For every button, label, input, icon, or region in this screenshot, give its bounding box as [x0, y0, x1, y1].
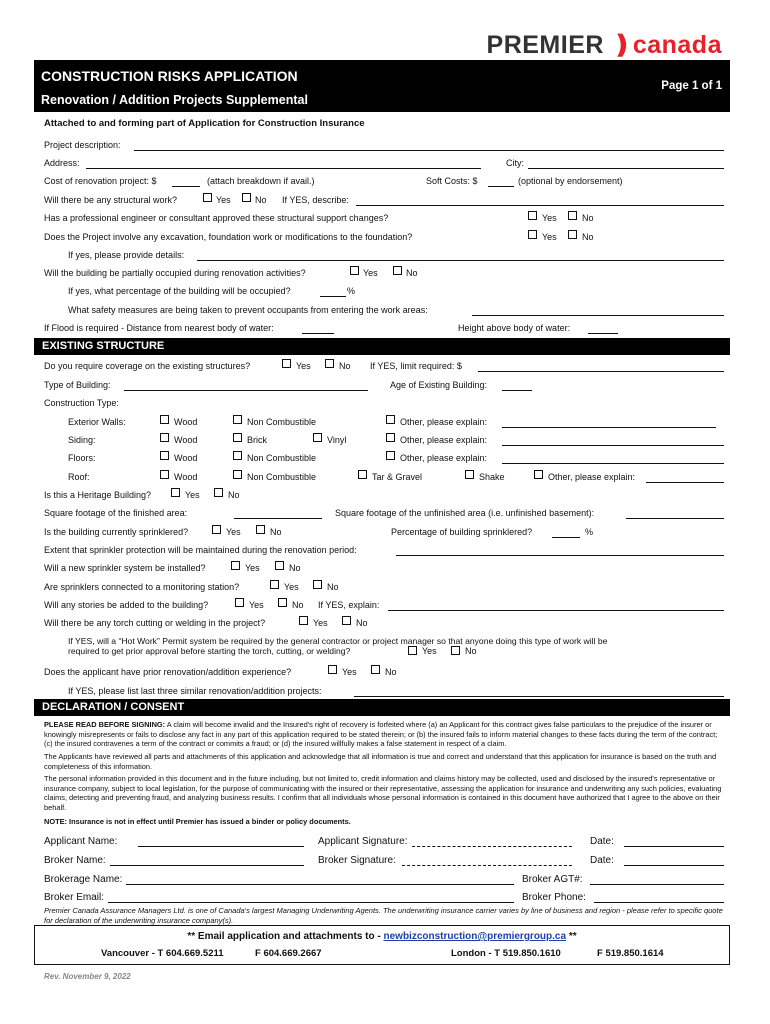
age-building-field[interactable]: [502, 390, 532, 391]
excavation-no-checkbox[interactable]: [568, 230, 577, 239]
stories-yes-checkbox[interactable]: [235, 598, 244, 607]
new-sprinkler-yes-checkbox[interactable]: [231, 561, 240, 570]
type-building-field[interactable]: [124, 390, 368, 391]
project-description-row: Project description:: [44, 137, 724, 153]
floors-other-checkbox[interactable]: [386, 451, 395, 460]
extent-field[interactable]: [396, 555, 724, 556]
revision-date: Rev. November 9, 2022: [44, 972, 131, 981]
occupied-row: Will the building be partially occupied during renovation activities? Yes No: [44, 268, 418, 278]
occupied-percent-field[interactable]: [320, 296, 346, 297]
form-title: CONSTRUCTION RISKS APPLICATION: [41, 68, 298, 84]
roof-other-field[interactable]: [646, 482, 724, 483]
sqft-finished-field[interactable]: [234, 518, 322, 519]
structural-no-checkbox[interactable]: [242, 193, 251, 202]
project-description-field[interactable]: [134, 150, 724, 151]
declaration-para-1: PLEASE READ BEFORE SIGNING: A claim will become invalid and the Insured's right of recovery is forfeited where (a) an Applicant for this contract gives false particulars to the prejudice of the insurer or knowingly misrepresents or fails to disclose any fact in any part of this application required to be stated therein; or (b) the insured fails to inform material changes to these facts during the term of the contract; (c) the insured contravenes a term of the contract or commits a fraud; or (d) the insured willfully makes a false statement in respect of a claim.: [44, 720, 718, 749]
coverage-no-checkbox[interactable]: [325, 359, 334, 368]
torch-no-checkbox[interactable]: [342, 616, 351, 625]
stories-row: Will any stories be added to the building? Yes No If YES, explain:: [44, 597, 724, 613]
construction-type-row: Construction Type:: [44, 398, 119, 408]
declaration-note: NOTE: Insurance is not in effect until Premier has issued a binder or policy documents.: [44, 817, 351, 826]
siding-row: Siding: Wood Brick Vinyl Other, please explain:: [44, 432, 724, 448]
form-subtitle: Renovation / Addition Projects Supplemental: [41, 93, 308, 107]
siding-vinyl-checkbox[interactable]: [313, 433, 322, 442]
monitoring-row: Are sprinklers connected to a monitoring station? Yes No: [44, 582, 339, 592]
monitoring-yes-checkbox[interactable]: [270, 580, 279, 589]
sprinklered-yes-checkbox[interactable]: [212, 525, 221, 534]
address-row: Address: City:: [44, 155, 724, 171]
hotwork-no-checkbox[interactable]: [451, 646, 460, 655]
siding-wood-checkbox[interactable]: [160, 433, 169, 442]
contact-footer: [34, 925, 730, 965]
stories-explain-field[interactable]: [388, 610, 724, 611]
broker-agt-field[interactable]: [590, 884, 724, 885]
exterior-other-field[interactable]: [502, 427, 716, 428]
occupied-percent-row: If yes, what percentage of the building will be occupied? %: [68, 286, 356, 296]
coverage-row: Do you require coverage on the existing structures? Yes No If YES, limit required: $: [44, 358, 724, 374]
disclaimer-text: Premier Canada Assurance Managers Ltd. is one of Canada's largest Managing Underwriting Agents. The underwriting insurance carrier varies by line of business and region - please refer to specific quote for declaration of the underwriting insurance company(s).: [44, 906, 723, 925]
intro-line: Attached to and forming part of Application for Construction Insurance: [44, 118, 365, 129]
exterior-noncombustible-checkbox[interactable]: [233, 415, 242, 424]
london-phone: London - T 519.850.1610: [451, 948, 561, 959]
floors-noncombustible-checkbox[interactable]: [233, 451, 242, 460]
square-footage-row: Square footage of the finished area: Square footage of the unfinished area (i.e. unfinished basement):: [44, 505, 724, 521]
roof-noncombustible-checkbox[interactable]: [233, 470, 242, 479]
engineer-yes-checkbox[interactable]: [528, 211, 537, 220]
vancouver-fax: F 604.669.2667: [255, 948, 322, 959]
roof-tar-gravel-checkbox[interactable]: [358, 470, 367, 479]
heritage-yes-checkbox[interactable]: [171, 488, 180, 497]
torch-row: Will there be any torch cutting or welding in the project? Yes No: [44, 618, 368, 628]
declaration-header: DECLARATION / CONSENT: [34, 699, 730, 716]
flood-height-field[interactable]: [588, 333, 618, 334]
safety-row: What safety measures are being taken to prevent occupants from entering the work areas:: [44, 302, 724, 318]
engineer-no-checkbox[interactable]: [568, 211, 577, 220]
exterior-walls-row: Exterior Walls: Wood Non Combustible Other, please explain:: [44, 414, 724, 430]
prior-no-checkbox[interactable]: [371, 665, 380, 674]
torch-yes-checkbox[interactable]: [299, 616, 308, 625]
applicant-row: Applicant Name: Applicant Signature: Date:: [44, 833, 724, 849]
excavation-yes-checkbox[interactable]: [528, 230, 537, 239]
structural-yes-checkbox[interactable]: [203, 193, 212, 202]
excavation-details-field[interactable]: [197, 260, 724, 261]
coverage-yes-checkbox[interactable]: [282, 359, 291, 368]
title-bar: [34, 60, 730, 112]
new-sprinkler-row: Will a new sprinkler system be installed? Yes No: [44, 563, 301, 573]
soft-costs-field[interactable]: [488, 186, 514, 187]
engineer-row: Has a professional engineer or consultant approved these structural support changes? Yes No: [44, 213, 594, 223]
prior-list-row: If YES, please list last three similar renovation/addition projects:: [44, 683, 724, 699]
sqft-unfinished-field[interactable]: [626, 518, 724, 519]
london-fax: F 519.850.1614: [597, 948, 664, 959]
siding-other-checkbox[interactable]: [386, 433, 395, 442]
floors-wood-checkbox[interactable]: [160, 451, 169, 460]
submission-email-link[interactable]: newbizconstruction@premiergroup.ca: [383, 931, 567, 942]
stories-no-checkbox[interactable]: [278, 598, 287, 607]
excavation-details-row: If yes, please provide details:: [44, 247, 724, 263]
declaration-para-3: The personal information provided in this document and in the future including, but not limited to, credit information and claims history may be collected, used and disclosed by the insured's representative or insurance company, subject to local legislation, for the purpose of communicating with the insured or their representative, assessing the application for insurance and underwriting any such policies, evaluating claims, detecting and preventing fraud, and analyzing business results. I confirm that all individuals whose personal information is contained in this document have authorized that I agree to the above on their behalf.: [44, 774, 722, 812]
sprinklered-row: Is the building currently sprinklered? Yes No Percentage of building sprinklered? %: [44, 527, 594, 537]
applicant-signature-field[interactable]: [412, 846, 572, 847]
occupied-no-checkbox[interactable]: [393, 266, 402, 275]
broker-name-field[interactable]: [110, 865, 304, 866]
city-field[interactable]: [528, 168, 724, 169]
limit-field[interactable]: [478, 371, 724, 372]
roof-other-checkbox[interactable]: [534, 470, 543, 479]
page-indicator: Page 1 of 1: [661, 80, 722, 92]
brokerage-row: Brokerage Name: Broker AGT#:: [44, 871, 724, 887]
flood-row: If Flood is required - Distance from nearest body of water: Height above body of water:: [44, 320, 724, 336]
extent-row: Extent that sprinkler protection will be maintained during the renovation period:: [44, 542, 724, 558]
address-field[interactable]: [86, 168, 481, 169]
sprinklered-no-checkbox[interactable]: [256, 525, 265, 534]
premier-canada-logo: PREMIER ❫canada: [486, 31, 722, 59]
broker-date-field[interactable]: [624, 865, 724, 866]
email-instructions: ** Email application and attachments to - newbizconstruction@premiergroup.ca **: [187, 931, 577, 942]
broker-signature-field[interactable]: [402, 865, 572, 866]
occupied-yes-checkbox[interactable]: [350, 266, 359, 275]
heritage-no-checkbox[interactable]: [214, 488, 223, 497]
roof-row: Roof: Wood Non Combustible Tar & Gravel Shake Other, please explain:: [44, 469, 724, 485]
exterior-wood-checkbox[interactable]: [160, 415, 169, 424]
declaration-para-2: The Applicants have reviewed all parts and attachments of this application and acknowledge that all information is true and correct and understand that this application for insurance is based on the truth and completeness of this information.: [44, 752, 717, 771]
broker-row: Broker Name: Broker Signature: Date:: [44, 852, 724, 868]
flood-distance-field[interactable]: [302, 333, 334, 334]
logo-swoosh-icon: ❫: [603, 31, 633, 59]
existing-structure-header: EXISTING STRUCTURE: [34, 338, 730, 355]
cost-row: Cost of renovation project: $ (attach breakdown if avail.) Soft Costs: $ (optional by endorsement): [44, 176, 623, 186]
cost-field[interactable]: [172, 186, 200, 187]
brokerage-name-field[interactable]: [126, 884, 514, 885]
hotwork-yes-checkbox[interactable]: [408, 646, 417, 655]
prior-list-field[interactable]: [354, 696, 724, 697]
broker-phone-field[interactable]: [594, 902, 724, 903]
new-sprinkler-no-checkbox[interactable]: [275, 561, 284, 570]
safety-field[interactable]: [472, 315, 724, 316]
exterior-other-checkbox[interactable]: [386, 415, 395, 424]
structural-describe-field[interactable]: [356, 205, 724, 206]
siding-brick-checkbox[interactable]: [233, 433, 242, 442]
excavation-row: Does the Project involve any excavation, foundation work or modifications to the foundation? Yes No: [44, 232, 594, 242]
broker-email-row: Broker Email: Broker Phone:: [44, 889, 724, 905]
applicant-date-field[interactable]: [624, 846, 724, 847]
roof-wood-checkbox[interactable]: [160, 470, 169, 479]
monitoring-no-checkbox[interactable]: [313, 580, 322, 589]
hotwork-row: If YES, will a “Hot Work” Permit system be required by the general contractor or project manager so that anyone doing this type of work will be required to get prior approval before starting the torch, cutting, or welding? Yes No: [68, 636, 608, 656]
broker-email-field[interactable]: [108, 902, 514, 903]
floors-other-field[interactable]: [502, 463, 724, 464]
prior-yes-checkbox[interactable]: [328, 665, 337, 674]
floors-row: Floors: Wood Non Combustible Other, please explain:: [44, 450, 724, 466]
structural-row: Will there be any structural work? Yes No If YES, describe:: [44, 192, 724, 208]
roof-shake-checkbox[interactable]: [465, 470, 474, 479]
prior-experience-row: Does the applicant have prior renovation/addition experience? Yes No: [44, 667, 397, 677]
pct-sprinklered-field[interactable]: [552, 537, 580, 538]
vancouver-phone: Vancouver - T 604.669.5211: [101, 948, 224, 959]
applicant-name-field[interactable]: [138, 846, 304, 847]
heritage-row: Is this a Heritage Building? Yes No: [44, 490, 240, 500]
type-building-row: Type of Building: Age of Existing Building:: [44, 377, 724, 393]
siding-other-field[interactable]: [502, 445, 724, 446]
